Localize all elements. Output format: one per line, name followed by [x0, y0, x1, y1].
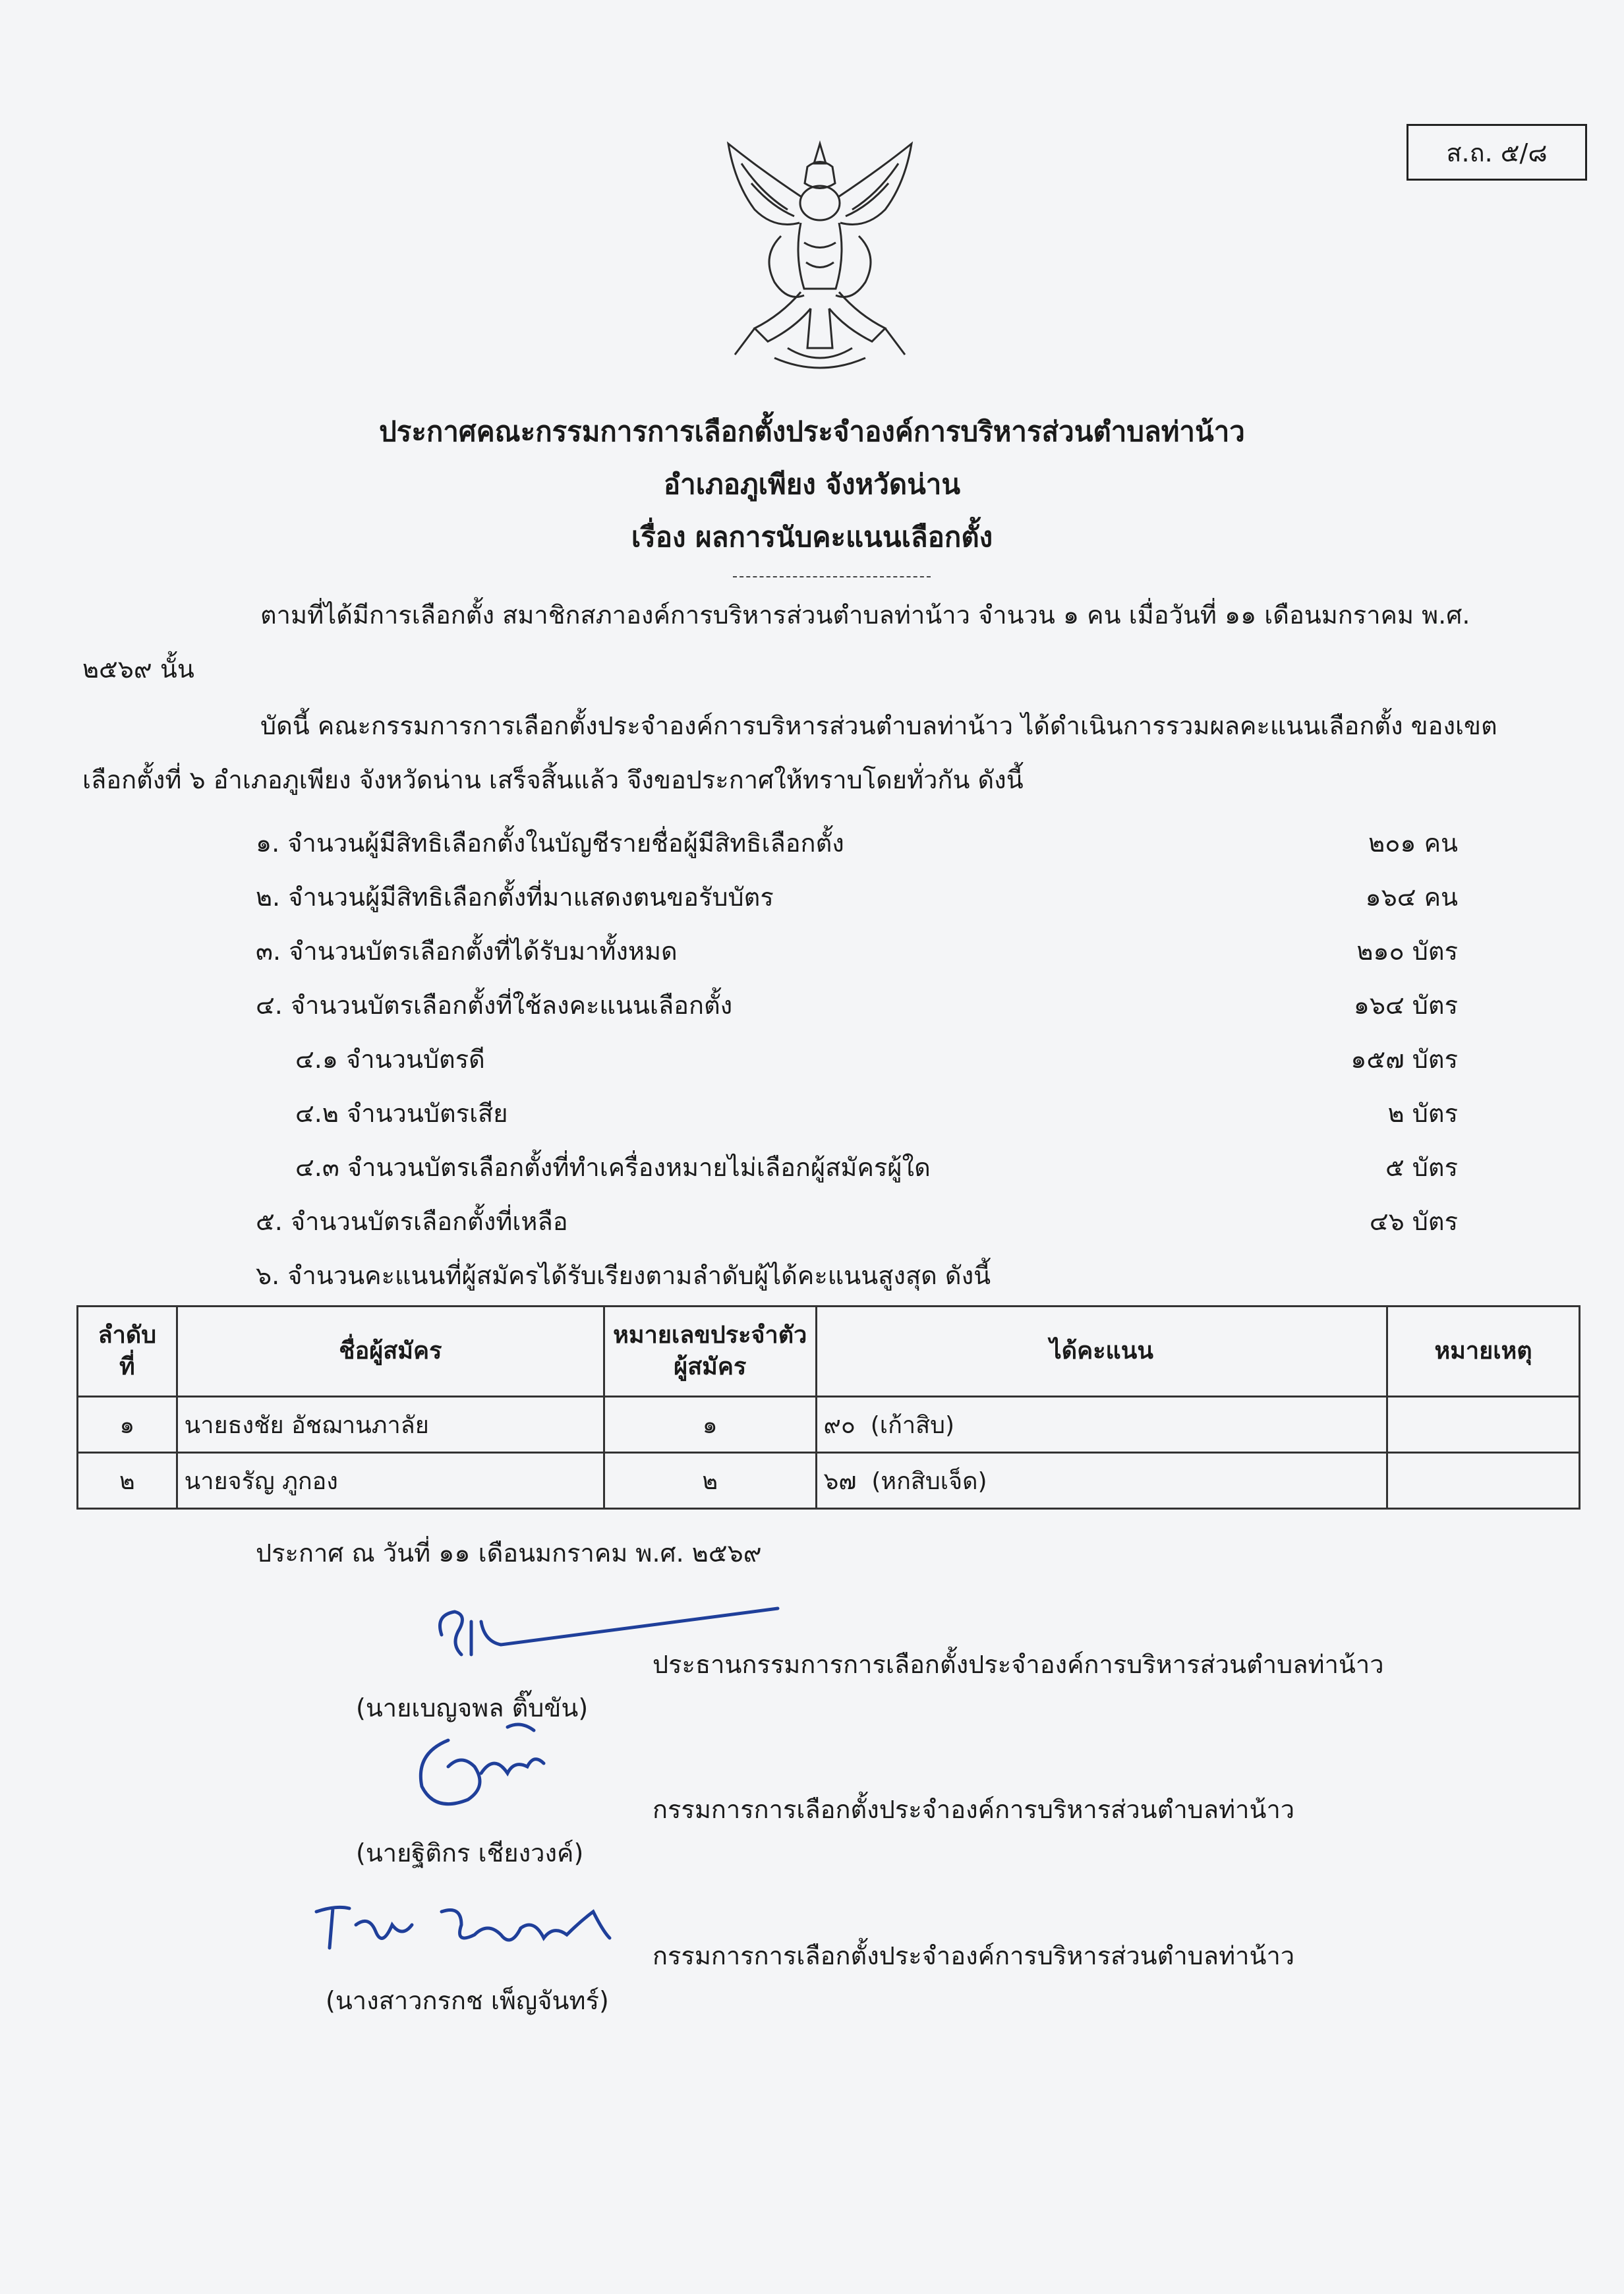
stat-label-3: ๓. จำนวนบัตรเลือกตั้งที่ได้รับมาทั้งหมด	[256, 937, 678, 966]
stat-value-1: ๒๐๑ คน	[1368, 829, 1458, 858]
signature-3-icon	[310, 1885, 626, 1964]
stat-label-4: ๔. จำนวนบัตรเลือกตั้งที่ใช้ลงคะแนนเลือกตั้ง	[256, 991, 733, 1020]
row-order: ๑	[78, 1397, 177, 1453]
header-candidate-number: หมายเลขประจำตัว ผู้สมัคร	[604, 1307, 816, 1397]
paragraph-result	[82, 699, 1546, 807]
stat-value-3: ๒๑๐ บัตร	[1356, 937, 1458, 966]
header-order: ลำดับ ที่	[78, 1307, 177, 1397]
stat-label-2: ๒. จำนวนผู้มีสิทธิเลือกตั้งที่มาแสดงตนขอรับบัตร	[256, 883, 774, 912]
signer-name-3: (นางสาวกรกช เพ็ญจันทร์)	[326, 1986, 609, 2015]
stat-label-5: ๕. จำนวนบัตรเลือกตั้งที่เหลือ	[256, 1207, 568, 1236]
title-divider	[733, 576, 931, 577]
row-candidate-name: นายจรัญ ภูกอง	[177, 1453, 604, 1509]
signer-role-2: กรรมการการเลือกตั้งประจำองค์การบริหารส่วนตำบลท่าน้าว	[652, 1795, 1295, 1824]
title-line-1: ประกาศคณะกรรมการการเลือกตั้งประจำองค์การบริหารส่วนตำบลท่าน้าว	[379, 415, 1245, 448]
title-line-2: อำเภอภูเพียง จังหวัดน่าน	[663, 468, 961, 500]
stat-value-5: ๔๖ บัตร	[1369, 1207, 1458, 1236]
paragraph-result-text: บัดนี้ คณะกรรมการการเลือกตั้งประจำองค์การบริหารส่วนตำบลท่าน้าว ได้ดำเนินการรวมผลคะแนนเลือกตั้ง ของเขตเลือกตั้งที่ ๖ อำเภอภูเพียง จังหวัดน่าน เสร็จสิ้นแล้ว จึงขอประกาศให้ทราบโดยทั่วกัน ดังนี้	[82, 711, 1497, 794]
row-note	[1387, 1397, 1580, 1453]
title-line-3: เรื่อง ผลการนับคะแนนเลือกตั้ง	[631, 521, 993, 553]
header-note: หมายเหตุ	[1387, 1307, 1580, 1397]
signer-name-1: (นายเบญจพล ติ๊บขัน)	[356, 1693, 589, 1722]
header-score: ได้คะแนน	[816, 1307, 1387, 1397]
row-candidate-name: นายธงชัย อัชฌานภาลัย	[177, 1397, 604, 1453]
row-candidate-number: ๒	[604, 1453, 816, 1509]
stat-label-1: ๑. จำนวนผู้มีสิทธิเลือกตั้งในบัญชีรายชื่อผู้มีสิทธิเลือกตั้ง	[256, 829, 844, 858]
row-note	[1387, 1453, 1580, 1509]
stat-value-4-1: ๑๕๗ บัตร	[1350, 1045, 1458, 1074]
table-header-row	[78, 1307, 1580, 1397]
stat-label-6: ๖. จำนวนคะแนนที่ผู้สมัครได้รับเรียงตามลำดับผู้ได้คะแนนสูงสุด ดังนี้	[256, 1261, 991, 1290]
signer-role-1: ประธานกรรมการการเลือกตั้งประจำองค์การบริหารส่วนตำบลท่าน้าว	[652, 1650, 1384, 1679]
header-name: ชื่อผู้สมัคร	[177, 1307, 604, 1397]
stat-label-4-2: ๔.๒ จำนวนบัตรเสีย	[295, 1099, 508, 1128]
signer-name-2: (นายฐิติกร เชียงวงค์)	[356, 1838, 584, 1868]
stat-label-4-1: ๔.๑ จำนวนบัตรดี	[295, 1045, 485, 1074]
stat-value-4: ๑๖๔ บัตร	[1353, 991, 1458, 1020]
row-order: ๒	[78, 1453, 177, 1509]
stat-label-4-3: ๔.๓ จำนวนบัตรเลือกตั้งที่ทำเครื่องหมายไม่เลือกผู้สมัครผู้ใด	[295, 1153, 931, 1182]
table-row	[78, 1453, 1580, 1509]
row-score: ๖๗ (หกสิบเจ็ด)	[816, 1453, 1387, 1509]
row-score: ๙๐ (เก้าสิบ)	[816, 1397, 1387, 1453]
results-table	[76, 1305, 1580, 1510]
signature-2-icon	[409, 1714, 567, 1819]
stat-value-4-3: ๕ บัตร	[1385, 1153, 1458, 1182]
form-code-box: ส.ถ. ๕/๘	[1406, 124, 1587, 181]
table-row	[78, 1397, 1580, 1453]
announcement-date: ประกาศ ณ วันที่ ๑๑ เดือนมกราคม พ.ศ. ๒๕๖๙	[256, 1539, 762, 1568]
paragraph-intro-text: ตามที่ได้มีการเลือกตั้ง สมาชิกสภาองค์การบริหารส่วนตำบลท่าน้าว จำนวน ๑ คน เมื่อวันที่ ๑๑ เดือนมกราคม พ.ศ. ๒๕๖๙ นั้น	[82, 601, 1470, 684]
signer-role-3: กรรมการการเลือกตั้งประจำองค์การบริหารส่วนตำบลท่าน้าว	[652, 1941, 1295, 1970]
row-candidate-number: ๑	[604, 1397, 816, 1453]
garuda-emblem-icon	[715, 131, 925, 381]
stat-value-4-2: ๒ บัตร	[1387, 1099, 1458, 1128]
paragraph-intro	[82, 588, 1546, 696]
stat-value-2: ๑๖๔ คน	[1365, 883, 1458, 912]
